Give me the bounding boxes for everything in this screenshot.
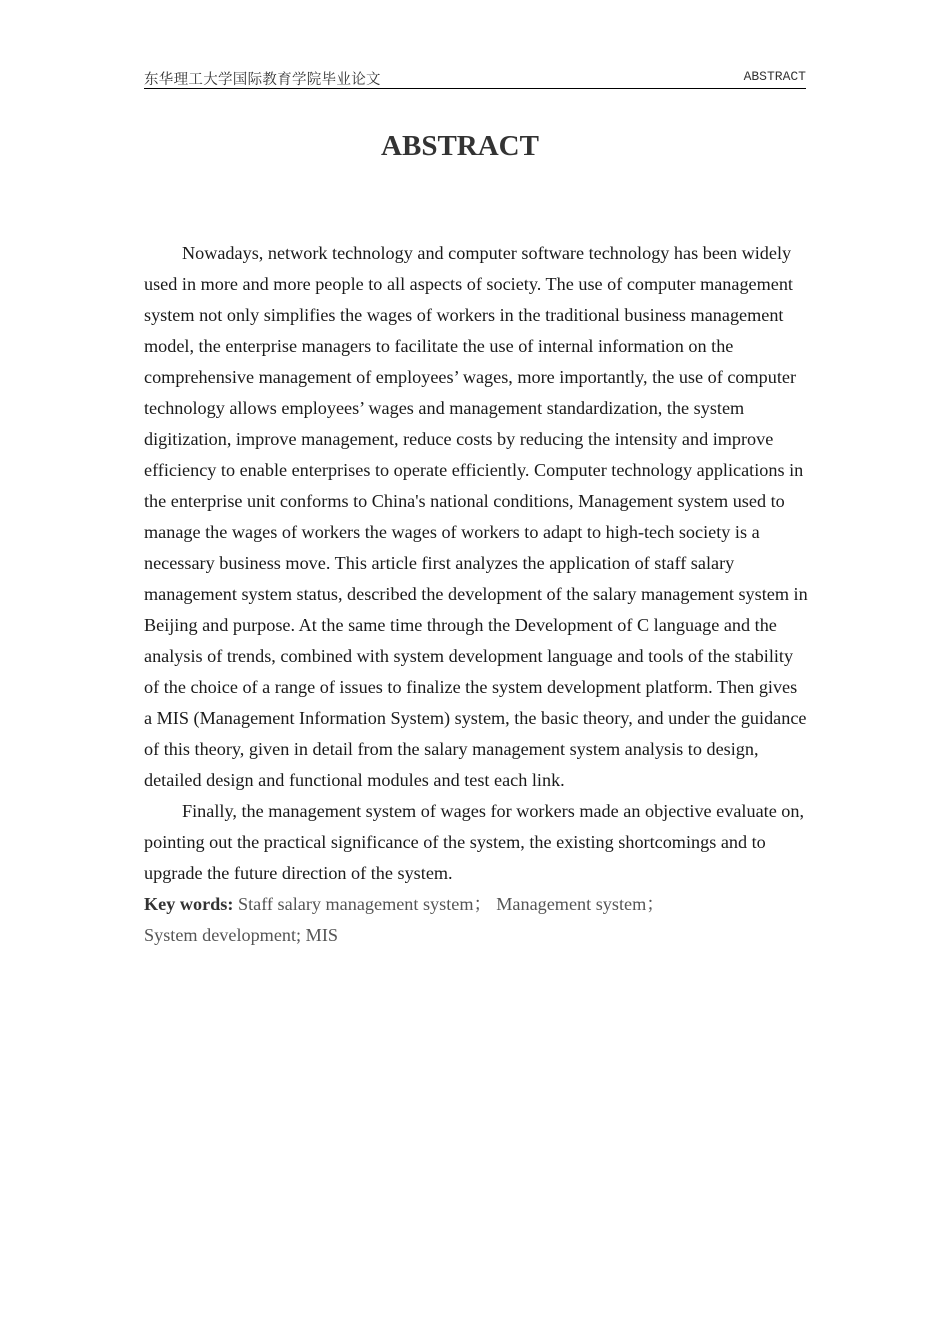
abstract-body <box>144 238 808 951</box>
keywords-values-line-2: System development; MIS <box>144 925 338 945</box>
header-thesis-title: 东华理工大学国际教育学院毕业论文 <box>144 72 381 88</box>
keywords-line <box>144 889 808 951</box>
keywords-values-line-1: Staff salary management system； Management system； <box>233 894 665 914</box>
page-header <box>144 68 806 89</box>
abstract-paragraph-2: Finally, the management system of wages for workers made an objective evaluate on, pointing out the practical significance of the system, the existing shortcomings and to upgrade the future direction of the system. <box>144 801 805 883</box>
abstract-paragraph-1: Nowadays, network technology and computer software technology has been widely used in more and more people to all aspects of society. The use of computer management system not only simplifies the wages of workers in the traditional business management model, the enterprise managers to facilitate the use of internal information on the comprehensive management of employees’ wages, more importantly, the use of computer technology allows employees’ wages and management standardization, the system digitization, improve management, reduce costs by reducing the intensity and improve efficiency to enable enterprises to operate efficiently. Computer technology applications in the enterprise unit conforms to China's national conditions, Management system used to manage the wages of workers the wages of workers to adapt to high-tech society is a necessary business move. This article first analyzes the application of staff salary management system status, described the development of the salary management system in Beijing and purpose. At the same time through the Development of C language and the analysis of trends, combined with system development language and tools of the stability of the choice of a range of issues to finalize the system development platform. Then gives a MIS (Management Information System) system, the basic theory, and under the guidance of this theory, given in detail from the salary management system analysis to design, detailed design and functional modules and test each link. <box>144 243 808 790</box>
page-title: ABSTRACT <box>381 130 539 162</box>
keywords-label: Key words: <box>144 894 234 914</box>
header-section-name: ABSTRACT <box>743 69 806 84</box>
